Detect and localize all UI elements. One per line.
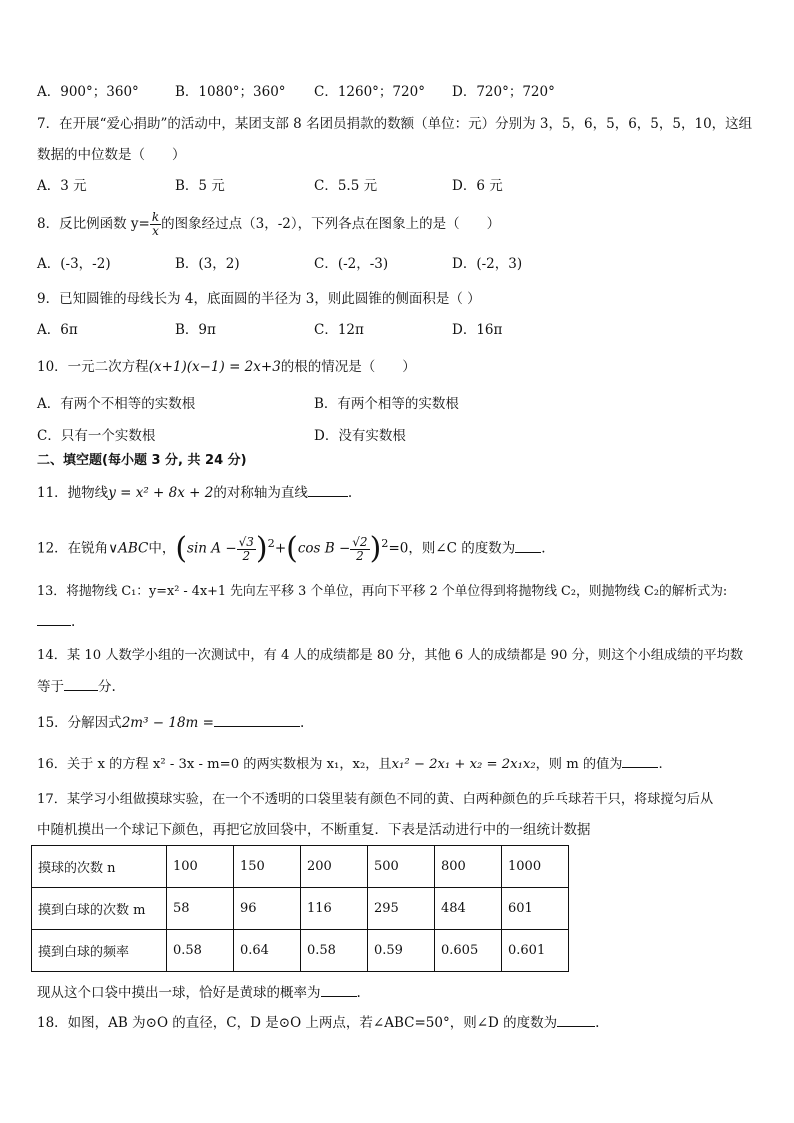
q12-cos-part: cos B −: [297, 540, 351, 557]
table-cell: 摸到白球的频率: [32, 930, 167, 972]
q7-line1: 7．在开展“爱心捐助”的活动中，某团支部 8 名团员捐款的数额（单位：元）分别为 3，5，6，5，6，5，5，10，这组: [37, 116, 753, 132]
q17-end: .: [356, 985, 361, 1001]
table-cell: 96: [234, 888, 301, 930]
q6-option-a: A．900°；360°: [37, 84, 139, 100]
table-cell: 295: [368, 888, 435, 930]
q16-condition: x₁² − 2x₁ + x₂ = 2x₁x₂: [391, 757, 536, 772]
q8-stem: [37, 211, 500, 238]
q16-mid: ，则 m 的值为: [535, 757, 623, 772]
table-cell: 摸到白球的次数 m: [32, 888, 167, 930]
q12-frac1-den: 2: [242, 548, 251, 563]
q10-option-d: D．没有实数根: [314, 428, 406, 444]
q7-option-c: C．5.5 元: [314, 178, 378, 194]
table-cell: 摸球的次数 n: [32, 846, 167, 888]
table-cell: 58: [167, 888, 234, 930]
q14-line2-prefix: 等于: [37, 679, 64, 695]
q12-frac2-num: √2: [352, 534, 368, 549]
q8-frac-den: x: [152, 224, 159, 238]
q12-mid: 中，: [148, 540, 176, 557]
q18-stem: [37, 1012, 599, 1033]
q6-option-b: B．1080°；360°: [175, 84, 286, 100]
q10-option-b: B．有两个相等的实数根: [314, 396, 459, 412]
q11-stem: [37, 482, 352, 503]
q13-end: .: [71, 614, 76, 630]
q15-expr: 2m³ − 18m =: [121, 715, 214, 731]
q8-frac-num: k: [151, 210, 160, 224]
q14-line1: 14．某 10 人数学小组的一次测试中，有 4 人的成绩都是 80 分，其他 6 人的成绩都是 90 分，则这个小组成绩的平均数: [37, 648, 744, 663]
q12-end: .: [541, 540, 546, 557]
q12-exp-2: 2: [381, 537, 389, 550]
q12-sin-part: sin A −: [187, 540, 237, 557]
q9-option-d: D．16π: [452, 322, 503, 338]
q9-option-b: B．9π: [175, 322, 216, 338]
table-cell: 200: [301, 846, 368, 888]
table-cell: 0.58: [301, 930, 368, 972]
q10-option-a: A．有两个不相等的实数根: [37, 396, 196, 412]
q11-answer-blank[interactable]: [308, 482, 348, 497]
q12-answer-blank[interactable]: [515, 538, 541, 553]
q7-option-a: A．3 元: [37, 178, 87, 194]
q12-left-paren-1: (: [175, 531, 188, 566]
q17-line1: 17．某学习小组做摸球实验，在一个不透明的口袋里装有颜色不同的黄、白两种颜色的乒乓球若干只，将球搅匀后从: [37, 792, 714, 807]
table-cell: 601: [502, 888, 569, 930]
q7-option-b: B．5 元: [175, 178, 225, 194]
q7-line2: 数据的中位数是（ ）: [37, 147, 186, 163]
table-cell: 500: [368, 846, 435, 888]
q11-prefix: 11．抛物线: [37, 485, 109, 501]
q11-suffix: 的对称轴为直线: [213, 485, 308, 501]
q14-line2-suffix: 分.: [98, 679, 116, 695]
q12-right-paren-1: ): [255, 531, 268, 566]
q17-after-text: 现从这个口袋中摸出一球，恰好是黄球的概率为: [37, 985, 321, 1001]
q13-answer-blank[interactable]: [37, 611, 71, 626]
table-cell: 0.64: [234, 930, 301, 972]
q10-prefix: 10．一元二次方程: [37, 359, 149, 375]
q7-option-d: D．6 元: [452, 178, 503, 194]
q8-fraction: [150, 211, 161, 238]
q8-suffix: 的图象经过点（3，-2），下列各点在图象上的是（ ）: [161, 216, 501, 232]
table-cell: 0.59: [368, 930, 435, 972]
q8-prefix: 8．反比例函数 y=: [37, 216, 150, 232]
q13-line1: 13．将抛物线 C₁：y=x² - 4x+1 先向左平移 3 个单位，再向下平移 2 个单位得到将抛物线 C₂，则抛物线 C₂的解析式为:: [37, 584, 728, 599]
q17-line2: 中随机摸出一个球记下颜色，再把它放回袋中，不断重复．下表是活动进行中的一组统计数据: [37, 822, 591, 838]
stats-table: [31, 845, 569, 972]
table-row: [32, 888, 569, 930]
q17-after: [37, 982, 361, 1003]
q18-text: 18．如图，AB 为⊙O 的直径，C，D 是⊙O 上两点，若∠ABC=50°，则∠D 的度数为: [37, 1015, 558, 1031]
table-cell: 150: [234, 846, 301, 888]
q10-stem: [37, 357, 416, 377]
q16-prefix: 16．关于 x 的方程 x² - 3x - m=0 的两实数根为 x₁，x₂，且: [37, 757, 392, 772]
q11-end: .: [347, 485, 353, 501]
q14-answer-blank[interactable]: [64, 676, 98, 691]
q15-end: .: [299, 715, 305, 731]
q12-plus: +: [274, 540, 287, 557]
table-cell: 800: [435, 846, 502, 888]
q11-equation: y = x² + 8x + 2: [108, 485, 214, 501]
q13-line2: [37, 611, 75, 632]
table-cell: 116: [301, 888, 368, 930]
table-cell: 1000: [502, 846, 569, 888]
q15-prefix: 15．分解因式: [37, 715, 122, 731]
table-cell: 0.601: [502, 930, 569, 972]
q12-triangle: ∨ABC: [108, 540, 149, 557]
q12-prefix: 12．在锐角: [37, 540, 109, 557]
q14-line2: [37, 676, 116, 697]
q10-suffix: 的根的情况是（ ）: [280, 359, 416, 375]
q9-stem: 9．已知圆锥的母线长为 4，底面圆的半径为 3，则此圆锥的侧面积是（ ）: [37, 291, 481, 307]
q12-frac-1: [237, 536, 256, 563]
q17-answer-blank[interactable]: [321, 982, 357, 997]
q6-option-c: C．1260°；720°: [314, 84, 425, 100]
table-cell: 100: [167, 846, 234, 888]
q12-exp-1: 2: [267, 537, 275, 550]
q6-option-d: D．720°；720°: [452, 84, 555, 100]
q10-option-c: C．只有一个实数根: [37, 428, 156, 444]
q8-option-a: A．(-3，-2): [37, 256, 111, 272]
q10-equation: (x+1)(x−1) = 2x+3: [148, 359, 281, 375]
q15-answer-blank[interactable]: [214, 712, 300, 727]
table-row: [32, 846, 569, 888]
table-cell: 0.605: [435, 930, 502, 972]
q12-eq: =0，则∠C 的度数为: [388, 540, 516, 557]
table-cell: 484: [435, 888, 502, 930]
q18-answer-blank[interactable]: [557, 1012, 595, 1027]
q9-option-a: A．6π: [37, 322, 78, 338]
section-heading: 二、填空题(每小题 3 分, 共 24 分): [37, 453, 247, 468]
q8-option-c: C．(-2，-3): [314, 256, 389, 272]
q12-right-paren-2: ): [369, 531, 382, 566]
q8-option-b: B．(3，2): [175, 256, 240, 272]
q15-stem: [37, 712, 304, 733]
table-cell: 0.58: [167, 930, 234, 972]
q9-option-c: C．12π: [314, 322, 364, 338]
q18-end: .: [595, 1015, 600, 1031]
q16-end: .: [658, 757, 663, 772]
q12-stem: [37, 531, 546, 566]
table-row: [32, 930, 569, 972]
q12-left-paren-2: (: [286, 531, 298, 566]
q12-frac-2: [350, 536, 369, 563]
q12-frac1-num: √3: [238, 534, 254, 549]
q16-answer-blank[interactable]: [622, 753, 658, 768]
q12-frac2-den: 2: [356, 548, 364, 563]
q16-stem: [37, 753, 663, 775]
q8-option-d: D．(-2，3): [452, 256, 523, 272]
